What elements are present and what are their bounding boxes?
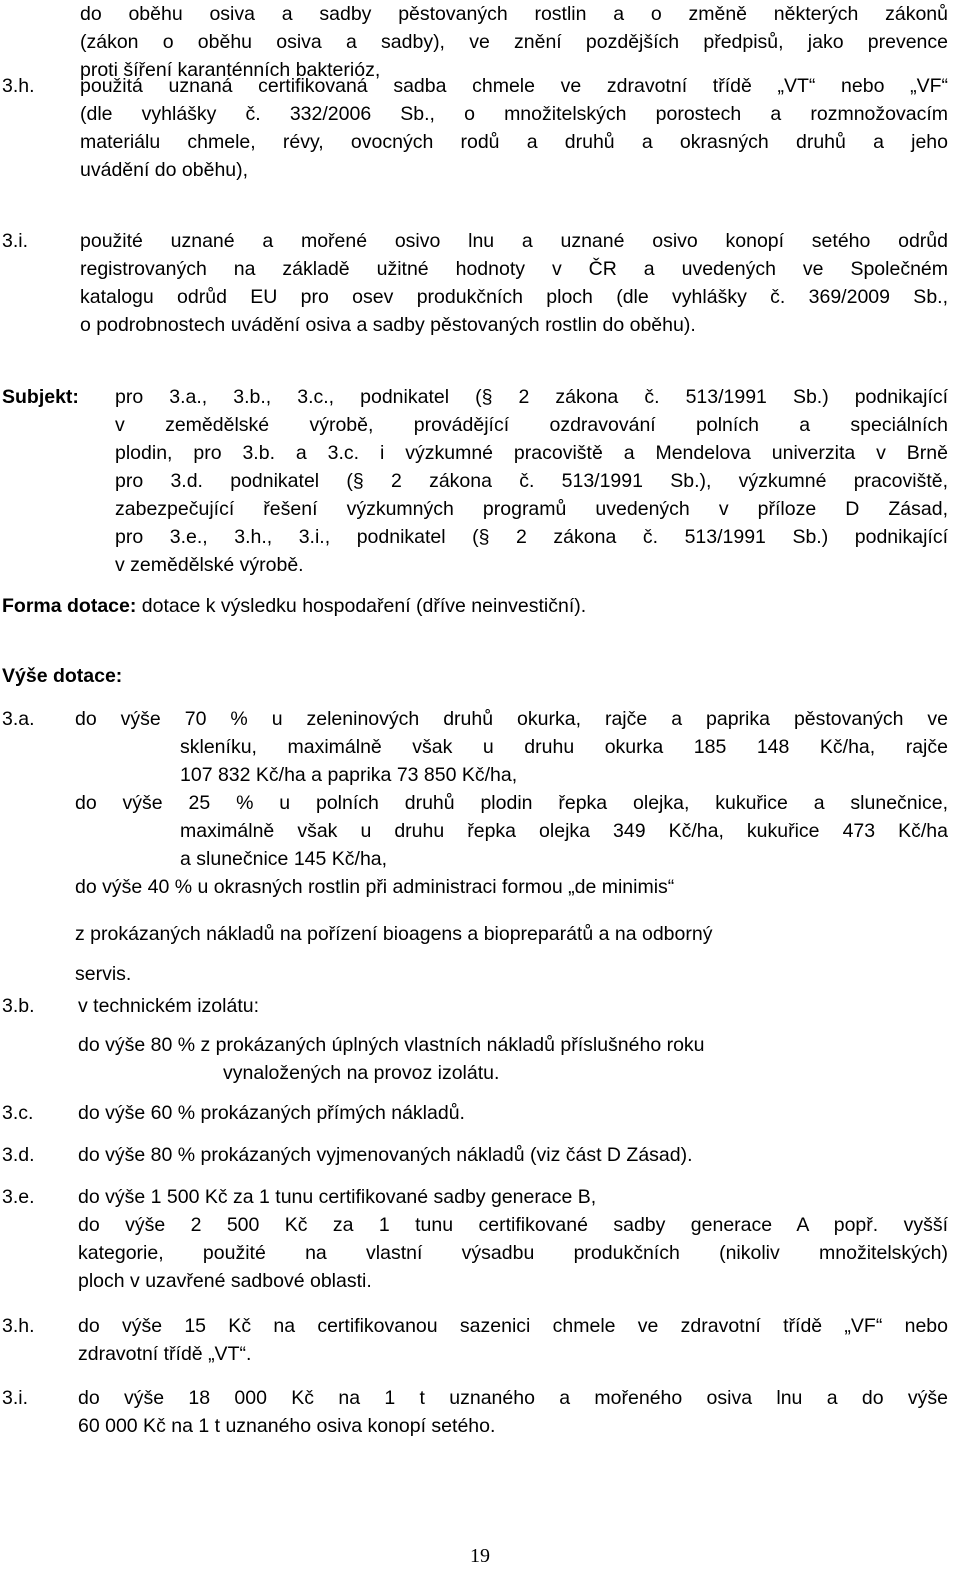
subjekt-line-6: pro 3.e., 3.h., 3.i., podnikatel (§ 2 zákona č. 513/1991 Sb.) podnikající bbox=[115, 526, 948, 548]
subjekt-line-3: plodin, pro 3.b. a 3.c. i výzkumné pracoviště a Mendelova univerzita v Brně bbox=[115, 442, 948, 464]
subjekt-line-5: zabezpečující řešení výzkumných programů uvedených v příloze D Zásad, bbox=[115, 498, 948, 520]
item-3i-line-1: použité uznané a mořené osivo lnu a uznané osivo konopí setého odrůd bbox=[80, 230, 948, 252]
item-3h-label: 3.h. bbox=[2, 75, 35, 97]
item-3a-p1-line-3: 107 832 Kč/ha a paprika 73 850 Kč/ha, bbox=[180, 764, 518, 786]
item-3i-amount-line-1: do výše 18 000 Kč na 1 t uznaného a mořeného osiva lnu a do výše bbox=[78, 1387, 948, 1409]
item-3b-label: 3.b. bbox=[2, 995, 35, 1017]
item-3i-line-4: o podrobnostech uvádění osiva a sadby pěstovaných rostlin do oběhu). bbox=[80, 314, 696, 336]
intro-line-1: do oběhu osiva a sadby pěstovaných rostlin a o změně některých zákonů bbox=[80, 3, 948, 25]
item-3b-line-2: do výše 80 % z prokázaných úplných vlastních nákladů příslušného roku bbox=[78, 1034, 705, 1056]
subjekt-line-2: v zemědělské výrobě, provádějící ozdravování polních a speciálních bbox=[115, 414, 948, 436]
intro-line-3: proti šíření karanténních bakterióz, bbox=[80, 59, 381, 81]
item-3a-p1-line-2: skleníku, maximálně však u druhu okurka 185 148 Kč/ha, rajče bbox=[180, 736, 948, 758]
item-3a-p4-line-2: servis. bbox=[75, 963, 132, 985]
item-3a-p1-first bbox=[75, 705, 948, 733]
subjekt-text bbox=[115, 383, 948, 579]
item-3h-amount-label: 3.h. bbox=[2, 1315, 35, 1337]
item-3c-label: 3.c. bbox=[2, 1102, 34, 1124]
item-3a-p2-line-2: maximálně však u druhu řepka olejka 349 Kč/ha, kukuřice 473 Kč/ha bbox=[180, 820, 948, 842]
forma-dotace bbox=[2, 592, 586, 620]
vyse-heading: Výše dotace: bbox=[2, 665, 123, 687]
item-3i-line-3: katalogu odrůd EU pro osev produkčních ploch (dle vyhlášky č. 369/2009 Sb., bbox=[80, 286, 948, 308]
item-3a-p4-line-1: z prokázaných nákladů na pořízení bioagens a biopreparátů a na odborný bbox=[75, 923, 713, 945]
item-3a-p1-line-1: do výše 70 % u zeleninových druhů okurka, rajče a paprika pěstovaných ve bbox=[75, 708, 948, 730]
item-3h-amount-line-2: zdravotní třídě „VT“. bbox=[78, 1343, 252, 1365]
item-3d-text: do výše 80 % prokázaných vyjmenovaných nákladů (viz část D Zásad). bbox=[78, 1144, 693, 1166]
item-3a-label: 3.a. bbox=[2, 708, 35, 730]
subjekt-line-4: pro 3.d. podnikatel (§ 2 zákona č. 513/1991 Sb.), výzkumné pracoviště, bbox=[115, 470, 948, 492]
item-3i-text bbox=[80, 227, 948, 339]
item-3h-line-4: uvádění do oběhu), bbox=[80, 159, 249, 181]
item-3a-p3: do výše 40 % u okrasných rostlin při administraci formou „de minimis“ bbox=[75, 876, 675, 898]
item-3b-line-1: v technickém izolátu: bbox=[78, 995, 259, 1017]
item-3a-p4 bbox=[75, 914, 948, 994]
item-3h-amount-text bbox=[78, 1312, 948, 1368]
item-3h-line-2: (dle vyhlášky č. 332/2006 Sb., o množitelských porostech a rozmnožovacím bbox=[80, 103, 948, 125]
item-3i-amount-label: 3.i. bbox=[2, 1387, 29, 1409]
item-3b-line-3: vynaložených na provoz izolátu. bbox=[223, 1062, 500, 1084]
item-3a-p2-line-1: do výše 25 % u polních druhů plodin řepka olejka, kukuřice a slunečnice, bbox=[75, 792, 948, 814]
item-3e-line-3: kategorie, použité na vlastní výsadbu produkčních (nikoliv množitelských) bbox=[78, 1242, 948, 1264]
item-3h-text bbox=[80, 72, 948, 184]
subjekt-line-7: v zemědělské výrobě. bbox=[115, 554, 304, 576]
item-3i-amount-text bbox=[78, 1384, 948, 1440]
item-3e-line-2: do výše 2 500 Kč za 1 tunu certifikované sadby generace A popř. vyšší bbox=[78, 1214, 948, 1236]
item-3i-amount-line-2: 60 000 Kč na 1 t uznaného osiva konopí setého. bbox=[78, 1415, 496, 1437]
item-3h-line-3: materiálu chmele, révy, ovocných rodů a druhů a okrasných druhů a jeho bbox=[80, 131, 948, 153]
item-3h-amount-line-1: do výše 15 Kč na certifikovanou sazenici chmele ve zdravotní třídě „VF“ nebo bbox=[78, 1315, 948, 1337]
item-3i-line-2: registrovaných na základě užitné hodnoty v ČR a uvedených ve Společném bbox=[80, 258, 948, 280]
item-3a-p2-line-3: a slunečnice 145 Kč/ha, bbox=[180, 848, 388, 870]
page-number: 19 bbox=[470, 1545, 490, 1567]
intro-line-2: (zákon o oběhu osiva a sadby), ve znění pozdějších předpisů, jako prevence bbox=[80, 31, 948, 53]
item-3a-p1-rest bbox=[180, 733, 948, 789]
item-3e-line-1: do výše 1 500 Kč za 1 tunu certifikované sadby generace B, bbox=[78, 1186, 597, 1208]
item-3i-label: 3.i. bbox=[2, 230, 29, 252]
forma-label: Forma dotace: bbox=[2, 595, 137, 617]
forma-text: dotace k výsledku hospodaření (dříve neinvestiční). bbox=[136, 595, 587, 617]
item-3d-label: 3.d. bbox=[2, 1144, 35, 1166]
item-3h-line-1: použitá uznaná certifikovaná sadba chmele ve zdravotní třídě „VT“ nebo „VF“ bbox=[80, 75, 948, 97]
item-3a-p2-first bbox=[75, 789, 948, 817]
item-3e-text bbox=[78, 1183, 948, 1295]
item-3e-label: 3.e. bbox=[2, 1186, 35, 1208]
item-3c-text: do výše 60 % prokázaných přímých nákladů. bbox=[78, 1102, 465, 1124]
item-3a-p2-rest bbox=[180, 817, 948, 873]
item-3e-line-4: ploch v uzavřené sadbové oblasti. bbox=[78, 1270, 372, 1292]
subjekt-label: Subjekt: bbox=[2, 386, 79, 408]
subjekt-line-1: pro 3.a., 3.b., 3.c., podnikatel (§ 2 zákona č. 513/1991 Sb.) podnikající bbox=[115, 386, 948, 408]
